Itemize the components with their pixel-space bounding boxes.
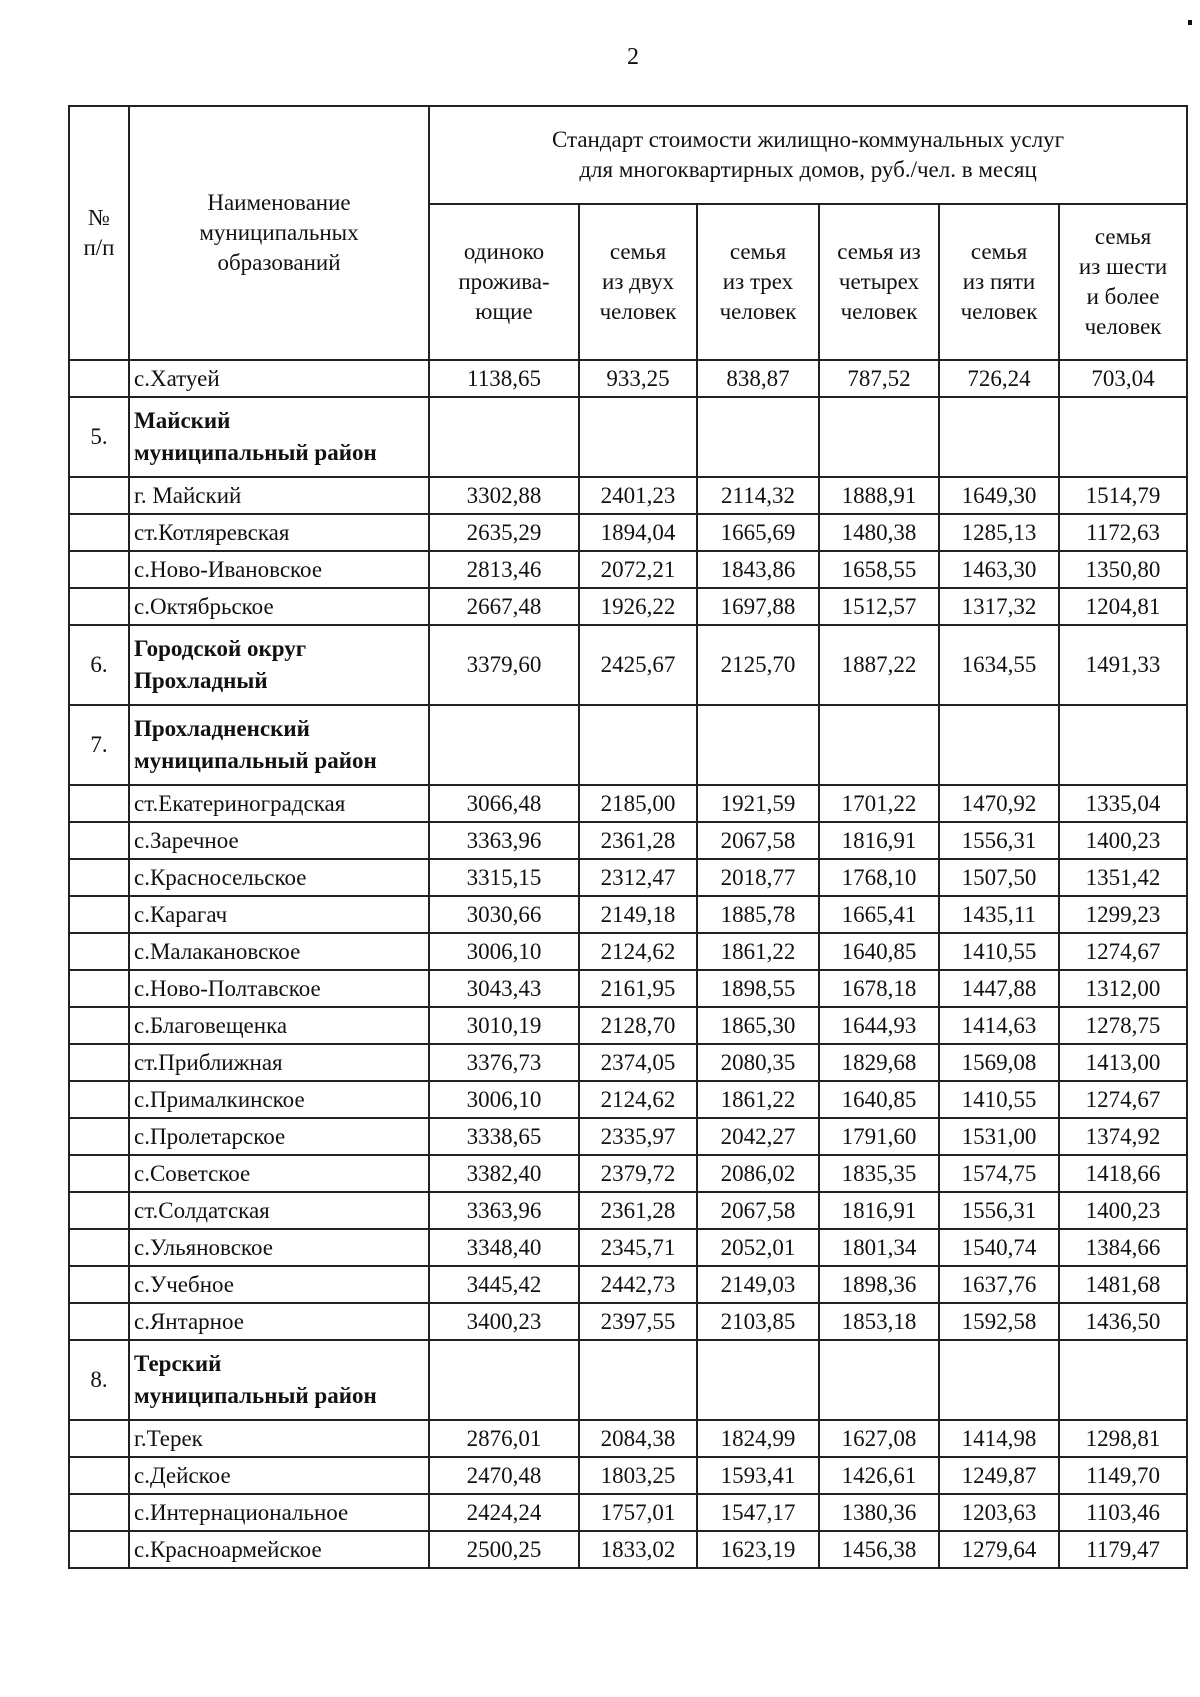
cost-value: 1665,41 — [819, 896, 939, 933]
cost-value: 2876,01 — [429, 1420, 579, 1457]
table-row — [69, 1494, 1187, 1531]
row-number — [69, 588, 129, 625]
cost-value: 1384,66 — [1059, 1229, 1187, 1266]
cost-value: 1481,68 — [1059, 1266, 1187, 1303]
col-header-family-2: семья из двух человек — [579, 204, 697, 360]
cost-value: 2103,85 — [697, 1303, 819, 1340]
row-number — [69, 822, 129, 859]
table-row — [69, 1457, 1187, 1494]
settlement-name: с.Благовещенка — [129, 1007, 429, 1044]
cost-value: 1435,11 — [939, 896, 1059, 933]
cost-value: 1835,35 — [819, 1155, 939, 1192]
settlement-name: с.Ново-Ивановское — [129, 551, 429, 588]
cost-value: 1801,34 — [819, 1229, 939, 1266]
row-number — [69, 785, 129, 822]
cost-value: 2124,62 — [579, 1081, 697, 1118]
cost-value: 1898,36 — [819, 1266, 939, 1303]
cost-value: 1285,13 — [939, 514, 1059, 551]
cost-value — [819, 1340, 939, 1420]
cost-value — [1059, 705, 1187, 785]
cost-value — [697, 1340, 819, 1420]
table-row — [69, 1303, 1187, 1340]
cost-value: 1816,91 — [819, 1192, 939, 1229]
table-row — [69, 477, 1187, 514]
table-row — [69, 551, 1187, 588]
settlement-name: с.Малакановское — [129, 933, 429, 970]
cost-value: 1540,74 — [939, 1229, 1059, 1266]
settlement-name: с.Интернациональное — [129, 1494, 429, 1531]
cost-value: 2500,25 — [429, 1531, 579, 1568]
cost-value: 3363,96 — [429, 822, 579, 859]
col-header-family-6plus: семья из шести и более человек — [1059, 204, 1187, 360]
row-number — [69, 1457, 129, 1494]
settlement-name: с.Заречное — [129, 822, 429, 859]
cost-value: 3348,40 — [429, 1229, 579, 1266]
cost-value: 1514,79 — [1059, 477, 1187, 514]
row-number: 5. — [69, 397, 129, 477]
cost-value: 1172,63 — [1059, 514, 1187, 551]
cost-value: 2067,58 — [697, 822, 819, 859]
table-row — [69, 1266, 1187, 1303]
cost-value: 1865,30 — [697, 1007, 819, 1044]
cost-value: 2379,72 — [579, 1155, 697, 1192]
table-row — [69, 1229, 1187, 1266]
cost-value: 2813,46 — [429, 551, 579, 588]
cost-value: 1317,32 — [939, 588, 1059, 625]
col-header-number: № п/п — [69, 106, 129, 360]
cost-value: 1374,92 — [1059, 1118, 1187, 1155]
district-name: Майский муниципальный район — [129, 397, 429, 477]
cost-value: 1926,22 — [579, 588, 697, 625]
cost-value: 2312,47 — [579, 859, 697, 896]
group-row — [69, 705, 1187, 785]
cost-value: 2018,77 — [697, 859, 819, 896]
cost-value: 2185,00 — [579, 785, 697, 822]
cost-value — [1059, 1340, 1187, 1420]
row-number — [69, 1118, 129, 1155]
cost-value: 1757,01 — [579, 1494, 697, 1531]
table-row — [69, 1155, 1187, 1192]
cost-value: 1335,04 — [1059, 785, 1187, 822]
row-number — [69, 551, 129, 588]
settlement-name: с.Советское — [129, 1155, 429, 1192]
district-name: Прохладненский муниципальный район — [129, 705, 429, 785]
cost-value: 1887,22 — [819, 625, 939, 705]
cost-value: 726,24 — [939, 360, 1059, 397]
cost-value: 3315,15 — [429, 859, 579, 896]
cost-value: 1634,55 — [939, 625, 1059, 705]
settlement-name: с.Ульяновское — [129, 1229, 429, 1266]
cost-value: 1547,17 — [697, 1494, 819, 1531]
cost-value: 3376,73 — [429, 1044, 579, 1081]
settlement-name: с.Ново-Полтавское — [129, 970, 429, 1007]
cost-value: 2067,58 — [697, 1192, 819, 1229]
cost-value: 1298,81 — [1059, 1420, 1187, 1457]
settlement-name: с.Янтарное — [129, 1303, 429, 1340]
cost-value: 3379,60 — [429, 625, 579, 705]
cost-value: 2052,01 — [697, 1229, 819, 1266]
cost-value: 1816,91 — [819, 822, 939, 859]
settlement-name: с.Красноармейское — [129, 1531, 429, 1568]
settlement-name: ст.Приближная — [129, 1044, 429, 1081]
col-header-family-5: семья из пяти человек — [939, 204, 1059, 360]
row-number — [69, 360, 129, 397]
cost-value: 1665,69 — [697, 514, 819, 551]
settlement-name: с.Хатуей — [129, 360, 429, 397]
cost-value: 1768,10 — [819, 859, 939, 896]
cost-value: 2114,32 — [697, 477, 819, 514]
cost-value — [819, 397, 939, 477]
cost-value: 1414,63 — [939, 1007, 1059, 1044]
cost-value: 1803,25 — [579, 1457, 697, 1494]
cost-value: 2401,23 — [579, 477, 697, 514]
table-row — [69, 1531, 1187, 1568]
table-row — [69, 1007, 1187, 1044]
cost-value: 1480,38 — [819, 514, 939, 551]
cost-value: 1470,92 — [939, 785, 1059, 822]
cost-value: 3338,65 — [429, 1118, 579, 1155]
cost-value: 1853,18 — [819, 1303, 939, 1340]
row-number — [69, 933, 129, 970]
cost-value: 1279,64 — [939, 1531, 1059, 1568]
cost-value: 1861,22 — [697, 1081, 819, 1118]
row-number — [69, 1303, 129, 1340]
row-number — [69, 1155, 129, 1192]
cost-value: 1898,55 — [697, 970, 819, 1007]
cost-value: 3382,40 — [429, 1155, 579, 1192]
row-number: 8. — [69, 1340, 129, 1420]
cost-value — [579, 397, 697, 477]
district-name: Терский муниципальный район — [129, 1340, 429, 1420]
cost-value: 2335,97 — [579, 1118, 697, 1155]
cost-value: 838,87 — [697, 360, 819, 397]
cost-value: 1278,75 — [1059, 1007, 1187, 1044]
cost-value: 1410,55 — [939, 933, 1059, 970]
settlement-name: с.Пролетарское — [129, 1118, 429, 1155]
cost-value: 1637,76 — [939, 1266, 1059, 1303]
cost-value: 1400,23 — [1059, 822, 1187, 859]
cost-value: 1414,98 — [939, 1420, 1059, 1457]
cost-value: 1697,88 — [697, 588, 819, 625]
row-number — [69, 1494, 129, 1531]
table-row — [69, 970, 1187, 1007]
cost-value: 1556,31 — [939, 1192, 1059, 1229]
cost-value: 1380,36 — [819, 1494, 939, 1531]
cost-value: 787,52 — [819, 360, 939, 397]
cost-value: 1149,70 — [1059, 1457, 1187, 1494]
cost-value: 1640,85 — [819, 1081, 939, 1118]
cost-value: 1410,55 — [939, 1081, 1059, 1118]
cost-value: 1888,91 — [819, 477, 939, 514]
row-number — [69, 1044, 129, 1081]
cost-value: 1701,22 — [819, 785, 939, 822]
cost-value: 1791,60 — [819, 1118, 939, 1155]
cost-value: 1644,93 — [819, 1007, 939, 1044]
cost-value — [939, 397, 1059, 477]
cost-value: 1456,38 — [819, 1531, 939, 1568]
district-name: Городской округ Прохладный — [129, 625, 429, 705]
table-row — [69, 1192, 1187, 1229]
row-number — [69, 859, 129, 896]
cost-value: 2086,02 — [697, 1155, 819, 1192]
cost-value: 1138,65 — [429, 360, 579, 397]
cost-value: 1512,57 — [819, 588, 939, 625]
row-number — [69, 1420, 129, 1457]
cost-value: 3030,66 — [429, 896, 579, 933]
cost-value: 1400,23 — [1059, 1192, 1187, 1229]
cost-value: 1103,46 — [1059, 1494, 1187, 1531]
cost-value: 3043,43 — [429, 970, 579, 1007]
cost-value: 2128,70 — [579, 1007, 697, 1044]
settlement-name: ст.Солдатская — [129, 1192, 429, 1229]
cost-value: 1413,00 — [1059, 1044, 1187, 1081]
group-row — [69, 397, 1187, 477]
cost-value: 2149,18 — [579, 896, 697, 933]
cost-value: 3400,23 — [429, 1303, 579, 1340]
cost-value: 1569,08 — [939, 1044, 1059, 1081]
cost-value: 2080,35 — [697, 1044, 819, 1081]
col-group-header: Стандарт стоимости жилищно-коммунальных услуг для многоквартирных домов, руб./чел. в месяц — [429, 106, 1187, 204]
row-number — [69, 477, 129, 514]
cost-value: 1574,75 — [939, 1155, 1059, 1192]
cost-value: 2397,55 — [579, 1303, 697, 1340]
row-number: 6. — [69, 625, 129, 705]
settlement-name: г. Майский — [129, 477, 429, 514]
cost-value: 2149,03 — [697, 1266, 819, 1303]
cost-value: 2374,05 — [579, 1044, 697, 1081]
cost-value: 2124,62 — [579, 933, 697, 970]
cost-value: 1824,99 — [697, 1420, 819, 1457]
cost-value — [697, 705, 819, 785]
cost-value: 1463,30 — [939, 551, 1059, 588]
row-number — [69, 1007, 129, 1044]
row-number — [69, 514, 129, 551]
cost-value: 3010,19 — [429, 1007, 579, 1044]
table-row — [69, 588, 1187, 625]
cost-value: 2424,24 — [429, 1494, 579, 1531]
cost-value: 1593,41 — [697, 1457, 819, 1494]
table-body — [69, 360, 1187, 1568]
table-row — [69, 933, 1187, 970]
settlement-name: ст.Котляревская — [129, 514, 429, 551]
cost-value: 2442,73 — [579, 1266, 697, 1303]
cost-value — [579, 1340, 697, 1420]
settlement-name: с.Карагач — [129, 896, 429, 933]
cost-value: 1447,88 — [939, 970, 1059, 1007]
table-row — [69, 859, 1187, 896]
settlement-name: ст.Екатериноградская — [129, 785, 429, 822]
cost-value: 3006,10 — [429, 1081, 579, 1118]
cost-value: 1274,67 — [1059, 1081, 1187, 1118]
group-row — [69, 625, 1187, 705]
cost-value — [939, 705, 1059, 785]
cost-value: 2125,70 — [697, 625, 819, 705]
settlement-name: с.Красносельское — [129, 859, 429, 896]
cost-value: 1592,58 — [939, 1303, 1059, 1340]
row-number — [69, 1229, 129, 1266]
cost-value: 1894,04 — [579, 514, 697, 551]
table-row — [69, 1081, 1187, 1118]
cost-value — [819, 705, 939, 785]
settlement-name: с.Дейское — [129, 1457, 429, 1494]
cost-value — [697, 397, 819, 477]
table-row — [69, 1044, 1187, 1081]
cost-value: 1436,50 — [1059, 1303, 1187, 1340]
col-header-single: одиноко прожива- ющие — [429, 204, 579, 360]
cost-value: 1179,47 — [1059, 1531, 1187, 1568]
tariff-table — [68, 105, 1188, 1569]
cost-value: 3006,10 — [429, 933, 579, 970]
cost-value — [579, 705, 697, 785]
cost-value: 3445,42 — [429, 1266, 579, 1303]
cost-value: 3363,96 — [429, 1192, 579, 1229]
settlement-name: с.Учебное — [129, 1266, 429, 1303]
table-header — [69, 106, 1187, 360]
cost-value: 2361,28 — [579, 1192, 697, 1229]
table-row — [69, 360, 1187, 397]
cost-value — [939, 1340, 1059, 1420]
cost-value: 1299,23 — [1059, 896, 1187, 933]
cost-value: 1627,08 — [819, 1420, 939, 1457]
cost-value: 703,04 — [1059, 360, 1187, 397]
cost-value — [429, 397, 579, 477]
cost-value: 2084,38 — [579, 1420, 697, 1457]
cost-value: 1833,02 — [579, 1531, 697, 1568]
cost-value — [429, 1340, 579, 1420]
table-row — [69, 514, 1187, 551]
cost-value: 1843,86 — [697, 551, 819, 588]
table-row — [69, 1118, 1187, 1155]
row-number — [69, 970, 129, 1007]
cost-value: 1350,80 — [1059, 551, 1187, 588]
col-header-name: Наименование муниципальных образований — [129, 106, 429, 360]
col-header-family-3: семья из трех человек — [697, 204, 819, 360]
cost-value: 2635,29 — [429, 514, 579, 551]
group-row — [69, 1340, 1187, 1420]
cost-value: 2425,67 — [579, 625, 697, 705]
table-row — [69, 785, 1187, 822]
table-row — [69, 1420, 1187, 1457]
cost-value: 1531,00 — [939, 1118, 1059, 1155]
cost-value: 1204,81 — [1059, 588, 1187, 625]
cost-value: 1649,30 — [939, 477, 1059, 514]
cost-value: 3066,48 — [429, 785, 579, 822]
cost-value: 1885,78 — [697, 896, 819, 933]
row-number — [69, 1266, 129, 1303]
cost-value: 1829,68 — [819, 1044, 939, 1081]
cost-value: 2470,48 — [429, 1457, 579, 1494]
settlement-name: с.Октябрьское — [129, 588, 429, 625]
cost-value: 1658,55 — [819, 551, 939, 588]
scan-speck — [1188, 20, 1192, 25]
cost-value: 1507,50 — [939, 859, 1059, 896]
cost-value: 3302,88 — [429, 477, 579, 514]
settlement-name: с.Прималкинское — [129, 1081, 429, 1118]
row-number — [69, 1531, 129, 1568]
cost-value — [429, 705, 579, 785]
row-number: 7. — [69, 705, 129, 785]
settlement-name: г.Терек — [129, 1420, 429, 1457]
cost-value: 1623,19 — [697, 1531, 819, 1568]
cost-value: 2345,71 — [579, 1229, 697, 1266]
cost-value: 1312,00 — [1059, 970, 1187, 1007]
cost-value: 2161,95 — [579, 970, 697, 1007]
row-number — [69, 896, 129, 933]
cost-value: 1418,66 — [1059, 1155, 1187, 1192]
table-row — [69, 896, 1187, 933]
col-header-family-4: семья из четырех человек — [819, 204, 939, 360]
cost-value: 933,25 — [579, 360, 697, 397]
table-row — [69, 822, 1187, 859]
cost-value: 1426,61 — [819, 1457, 939, 1494]
cost-value: 1203,63 — [939, 1494, 1059, 1531]
page-number: 2 — [627, 44, 639, 70]
cost-value: 1921,59 — [697, 785, 819, 822]
row-number — [69, 1081, 129, 1118]
cost-value: 2361,28 — [579, 822, 697, 859]
cost-value: 1491,33 — [1059, 625, 1187, 705]
cost-value — [1059, 397, 1187, 477]
cost-value: 2042,27 — [697, 1118, 819, 1155]
cost-value: 1556,31 — [939, 822, 1059, 859]
cost-value: 1249,87 — [939, 1457, 1059, 1494]
cost-value: 1351,42 — [1059, 859, 1187, 896]
row-number — [69, 1192, 129, 1229]
cost-value: 2667,48 — [429, 588, 579, 625]
cost-value: 1678,18 — [819, 970, 939, 1007]
cost-value: 2072,21 — [579, 551, 697, 588]
cost-value: 1274,67 — [1059, 933, 1187, 970]
cost-value: 1861,22 — [697, 933, 819, 970]
cost-value: 1640,85 — [819, 933, 939, 970]
